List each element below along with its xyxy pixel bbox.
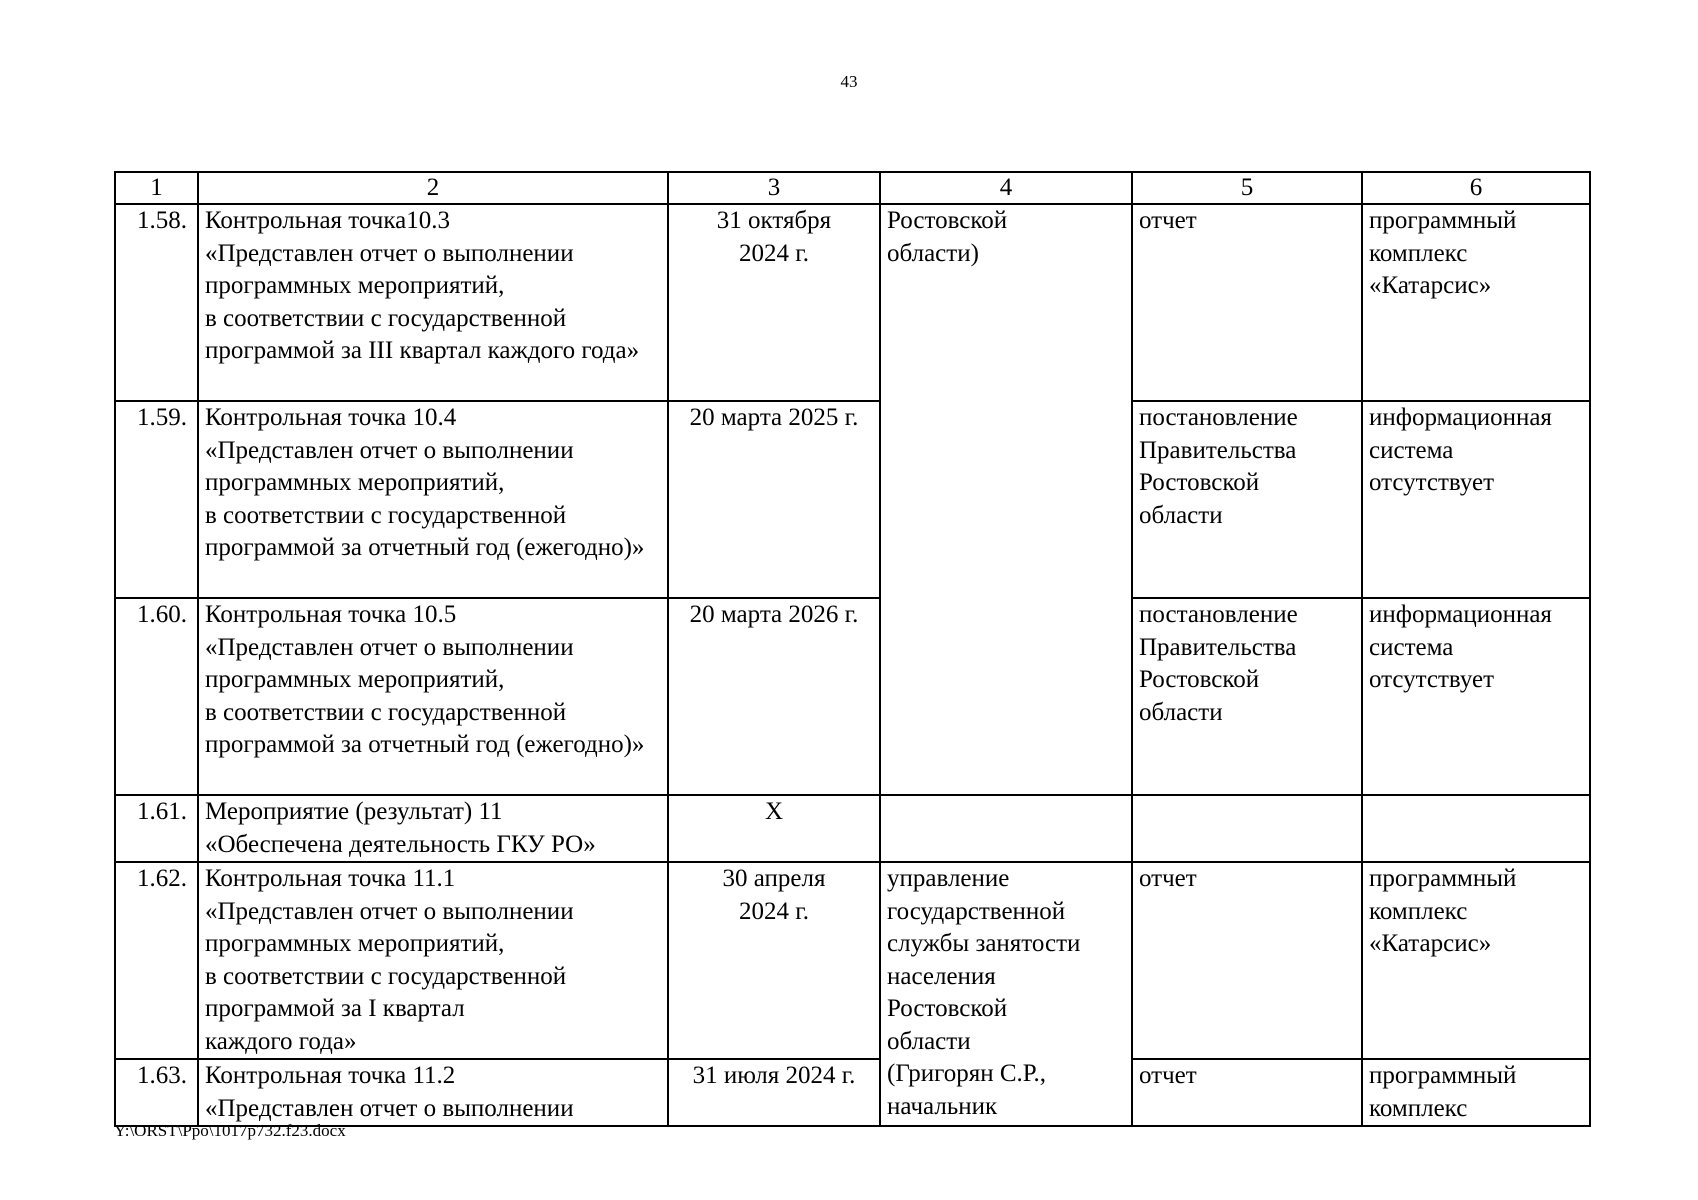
row-responsible (880, 795, 1132, 862)
row-document-type: отчет (1132, 204, 1362, 401)
column-header: 1 (115, 172, 198, 204)
row-information-system: программный комплекс «Катарсис» (1362, 862, 1590, 1059)
row-number: 1.62. (115, 862, 198, 1059)
column-header: 5 (1132, 172, 1362, 204)
file-path-footer: Y:\ORST\Ppo\1017p732.f23.docx (114, 1121, 346, 1140)
row-responsible: Ростовской области) (880, 204, 1132, 795)
table-row (115, 401, 1590, 598)
row-number: 1.61. (115, 795, 198, 862)
row-number: 1.63. (115, 1059, 198, 1126)
row-information-system (1362, 795, 1590, 862)
table-row (115, 1059, 1590, 1126)
row-document-type: отчет (1132, 1059, 1362, 1126)
row-information-system: информационная система отсутствует (1362, 598, 1590, 795)
control-points-table (114, 171, 1591, 1127)
row-number: 1.58. (115, 204, 198, 401)
table-header-row (115, 172, 1590, 204)
page-number: 43 (840, 72, 858, 91)
row-information-system: программный комплекс «Катарсис» (1362, 204, 1590, 401)
row-name: Контрольная точка 11.2 «Представлен отчет о выполнении (198, 1059, 668, 1126)
table-row (115, 862, 1590, 1059)
row-information-system: информационная система отсутствует (1362, 401, 1590, 598)
row-date: X (668, 795, 880, 862)
row-document-type (1132, 795, 1362, 862)
column-header: 2 (198, 172, 668, 204)
row-name: Мероприятие (результат) 11 «Обеспечена деятельность ГКУ РО» (198, 795, 668, 862)
column-header: 4 (880, 172, 1132, 204)
row-document-type: отчет (1132, 862, 1362, 1059)
table-row (115, 598, 1590, 795)
row-document-type: постановление Правительства Ростовской области (1132, 598, 1362, 795)
row-responsible: управление государственной службы занятости населения Ростовской области (Григорян С.Р., начальник (880, 862, 1132, 1126)
table-row (115, 795, 1590, 862)
row-date: 31 октября 2024 г. (668, 204, 880, 401)
row-date: 30 апреля 2024 г. (668, 862, 880, 1059)
row-date: 20 марта 2026 г. (668, 598, 880, 795)
row-name: Контрольная точка10.3 «Представлен отчет о выполнении программных мероприятий, в соответствии с государственной программой за III квартал каждого года» (198, 204, 668, 401)
row-number: 1.59. (115, 401, 198, 598)
row-information-system: программный комплекс (1362, 1059, 1590, 1126)
row-number: 1.60. (115, 598, 198, 795)
row-name: Контрольная точка 11.1 «Представлен отчет о выполнении программных мероприятий, в соответствии с государственной программой за I квартал каждого года» (198, 862, 668, 1059)
column-header: 3 (668, 172, 880, 204)
row-date: 31 июля 2024 г. (668, 1059, 880, 1126)
table-row (115, 204, 1590, 401)
row-document-type: постановление Правительства Ростовской области (1132, 401, 1362, 598)
column-header: 6 (1362, 172, 1590, 204)
row-name: Контрольная точка 10.4 «Представлен отчет о выполнении программных мероприятий, в соответствии с государственной программой за отчетный год (ежегодно)» (198, 401, 668, 598)
row-name: Контрольная точка 10.5 «Представлен отчет о выполнении программных мероприятий, в соответствии с государственной программой за отчетный год (ежегодно)» (198, 598, 668, 795)
row-date: 20 марта 2025 г. (668, 401, 880, 598)
